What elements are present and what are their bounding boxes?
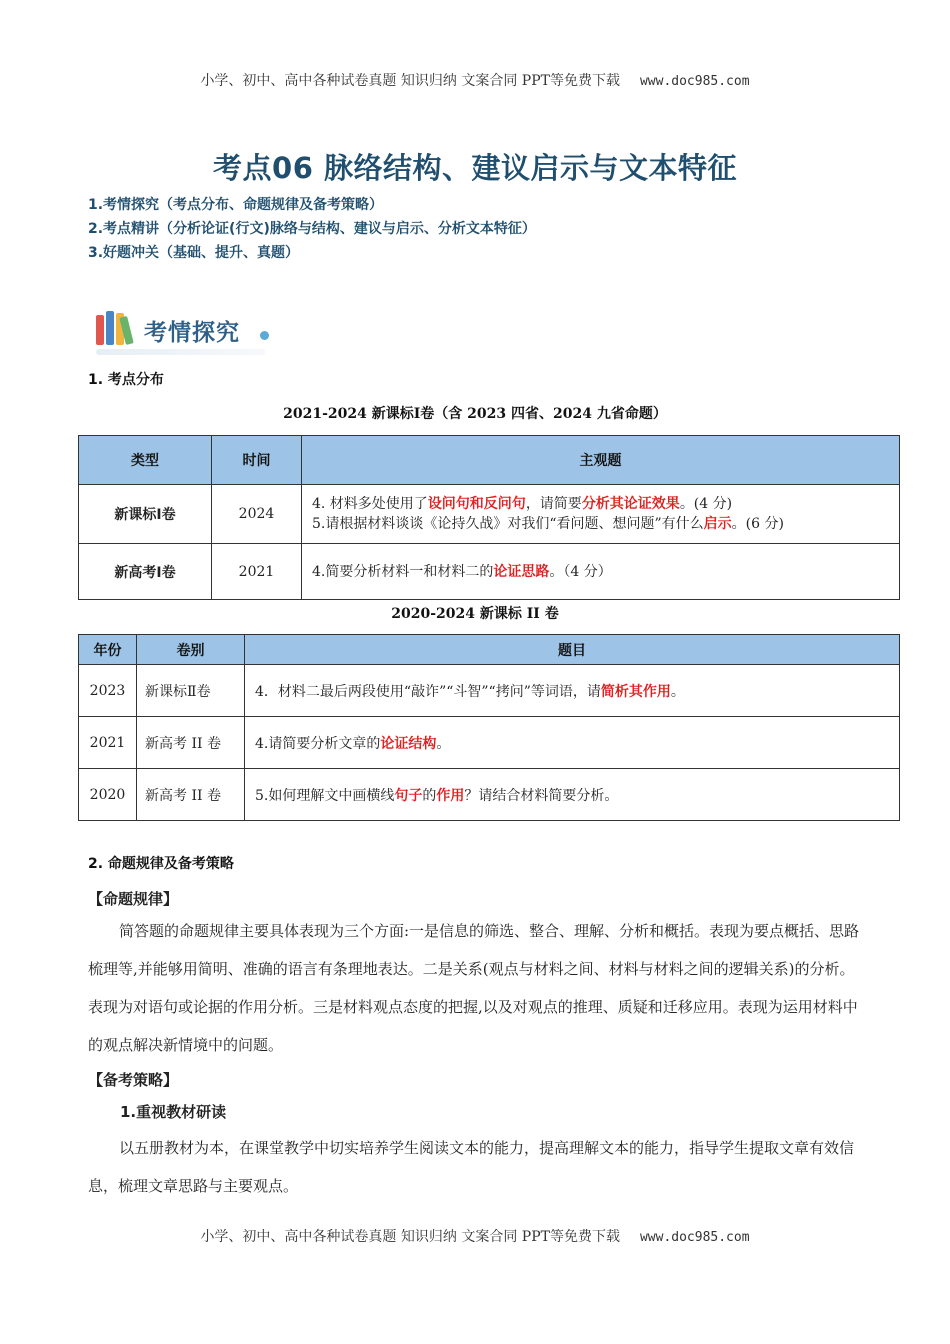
question-cell: 4.请简要分析文章的论证结构。: [245, 717, 900, 769]
question-line: 4. 材料多处使用了设问句和反问句，请简要分析其论证效果。(4 分): [312, 496, 733, 512]
paper-cell: 新课标Ⅱ卷: [137, 665, 245, 717]
year-cell: 2024: [212, 485, 302, 544]
column-header: 主观题: [302, 436, 900, 485]
strategy-paragraph: 以五册教材为本，在课堂教学中切实培养学生阅读文本的能力，提高理解文本的能力，指导学生提取文章有效信息，梳理文章思路与主要观点。: [88, 1139, 855, 1195]
page-title: 考点06 脉络结构、建议启示与文本特征: [213, 151, 737, 185]
column-header: 年份: [79, 635, 137, 665]
footer-text: 小学、初中、高中各种试卷真题 知识归纳 文案合同 PPT等免费下载: [200, 1229, 620, 1245]
strategy-subheading: 1.重视教材研读: [120, 1103, 227, 1121]
table-row: [79, 544, 900, 600]
table-row: [79, 717, 900, 769]
footer-site-link[interactable]: www.doc985.com: [639, 1230, 750, 1245]
highlight-text: 简析其作用: [600, 683, 671, 700]
question-line: 5.请根据材料谈谈《论持久战》对我们“看问题、想问题”有什么启示。(6 分): [312, 516, 784, 532]
question-cell: 4．材料二最后两段使用“敲诈”“斗智”“拷问”等词语，请简析其作用。: [245, 665, 900, 717]
highlight-text: 启示: [703, 516, 732, 532]
year-cell: 2021: [212, 544, 302, 600]
dot-icon: [260, 331, 269, 340]
toc-item-1: 1.考情探究（考点分布、命题规律及备考策略）: [88, 197, 384, 213]
column-header: 题目: [245, 635, 900, 665]
paper-type-cell: 新高考Ⅰ卷: [79, 544, 212, 600]
toc-item-2: 2.考点精讲（分析论证(行文)脉络与结构、建议与启示、分析文本特征）: [88, 221, 536, 237]
table-exam-distribution-1: [78, 435, 900, 600]
paper-cell: 新高考 II 卷: [137, 717, 245, 769]
books-icon: [96, 309, 138, 345]
table-of-contents: [88, 193, 536, 265]
question-cell: 4.简要分析材料一和材料二的论证思路。（4 分）: [302, 544, 900, 600]
section-badge: [90, 305, 280, 355]
column-header: 时间: [212, 436, 302, 485]
table-row: [79, 665, 900, 717]
highlight-text: 作用: [436, 787, 465, 804]
badge-label: 考情探究: [144, 320, 240, 346]
year-cell: 2023: [79, 665, 137, 717]
toc-item-3: 3.好题冲关（基础、提升、真题）: [88, 245, 300, 261]
year-cell: 2021: [79, 717, 137, 769]
header-text: 小学、初中、高中各种试卷真题 知识归纳 文案合同 PPT等免费下载: [200, 73, 620, 89]
header-site-link[interactable]: www.doc985.com: [639, 74, 750, 89]
table-exam-distribution-2: [78, 634, 900, 821]
question-cell: [302, 485, 900, 544]
section-heading-1: 1. 考点分布: [88, 372, 164, 388]
highlight-text: 句子: [394, 787, 423, 804]
table-row: [79, 769, 900, 821]
badge-underline: [96, 349, 266, 355]
paper-type-cell: 新课标Ⅰ卷: [79, 485, 212, 544]
strategy-heading: 【备考策略】: [88, 1071, 179, 1089]
page-footer: [0, 1226, 950, 1246]
table-row: [79, 485, 900, 544]
highlight-text: 论证结构: [380, 735, 437, 752]
column-header: 卷别: [137, 635, 245, 665]
highlight-text: 设问句和反问句: [427, 496, 526, 512]
rule-heading: 【命题规律】: [88, 890, 179, 908]
rule-paragraph: 简答题的命题规律主要具体表现为三个方面:一是信息的筛选、整合、理解、分析和概括。表现为要点概括、思路梳理等,并能够用简明、准确的语言有条理地表达。二是关系(观点与材料之间、材料与材料之间的逻辑关系)的分析。表现为对语句或论据的作用分析。三是材料观点态度的把握,以及对观点的推理、质疑和迁移应用。表现为运用材料中的观点解决新情境中的问题。: [88, 922, 860, 1054]
question-cell: 5.如何理解文中画横线句子的作用？请结合材料简要分析。: [245, 769, 900, 821]
column-header: 类型: [79, 436, 212, 485]
table-header-row: [79, 635, 900, 665]
table1-caption: 2021-2024 新课标Ⅰ卷（含 2023 四省、2024 九省命题）: [283, 406, 667, 422]
table2-caption: 2020-2024 新课标 II 卷: [391, 606, 559, 622]
highlight-text: 分析其论证效果: [581, 496, 680, 512]
section-heading-2: 2. 命题规律及备考策略: [88, 856, 234, 872]
paper-cell: 新高考 II 卷: [137, 769, 245, 821]
page-header: [0, 70, 950, 90]
highlight-text: 论证思路: [493, 563, 550, 580]
table-header-row: [79, 436, 900, 485]
year-cell: 2020: [79, 769, 137, 821]
